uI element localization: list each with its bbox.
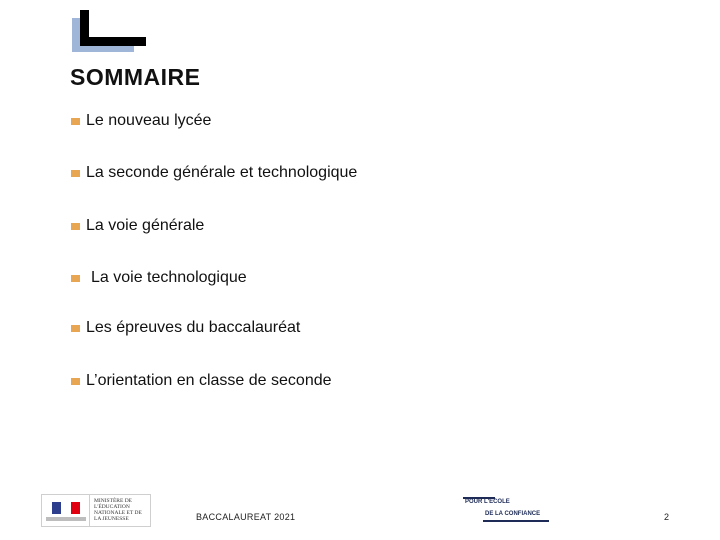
bullet-icon	[71, 170, 80, 177]
summary-item-label: La voie générale	[86, 217, 205, 234]
corner-bracket-decoration	[72, 10, 152, 50]
ministry-name: MINISTÈRE DE L'ÉDUCATION NATIONALE ET DE LA JEUNESSE	[94, 498, 142, 522]
summary-item-label: Les épreuves du baccalauréat	[86, 319, 301, 336]
slogan-line-1: POUR L'ÉCOLE	[465, 499, 510, 505]
bullet-icon	[71, 275, 80, 282]
summary-item-label: L’orientation en classe de seconde	[86, 372, 332, 389]
summary-item-epreuves-bac	[71, 319, 300, 337]
slide-title: SOMMAIRE	[70, 64, 201, 90]
slogan-line-2: DE LA CONFIANCE	[485, 511, 541, 517]
bullet-icon	[71, 378, 80, 385]
footer-title: BACCALAUREAT 2021	[196, 512, 296, 522]
summary-item-label: La seconde générale et technologique	[86, 164, 358, 181]
ecole-confiance-logo	[463, 497, 553, 525]
summary-item-label: Le nouveau lycée	[86, 112, 212, 129]
summary-item-voie-generale	[71, 217, 204, 235]
summary-item-label: La voie technologique	[91, 269, 247, 286]
bullet-icon	[71, 223, 80, 230]
summary-item-nouveau-lycee	[71, 112, 211, 130]
bullet-icon	[71, 118, 80, 125]
bracket-horizontal	[80, 37, 146, 46]
summary-item-voie-technologique	[71, 269, 247, 287]
emblem-caption	[46, 517, 86, 521]
slogan-bar-bottom	[483, 520, 549, 522]
bullet-icon	[71, 325, 80, 332]
summary-item-seconde	[71, 164, 357, 182]
page-number: 2	[664, 512, 670, 522]
french-flag-icon	[52, 502, 80, 514]
summary-item-orientation	[71, 372, 332, 390]
ministry-logo	[41, 494, 151, 527]
marianne-emblem	[42, 495, 90, 526]
